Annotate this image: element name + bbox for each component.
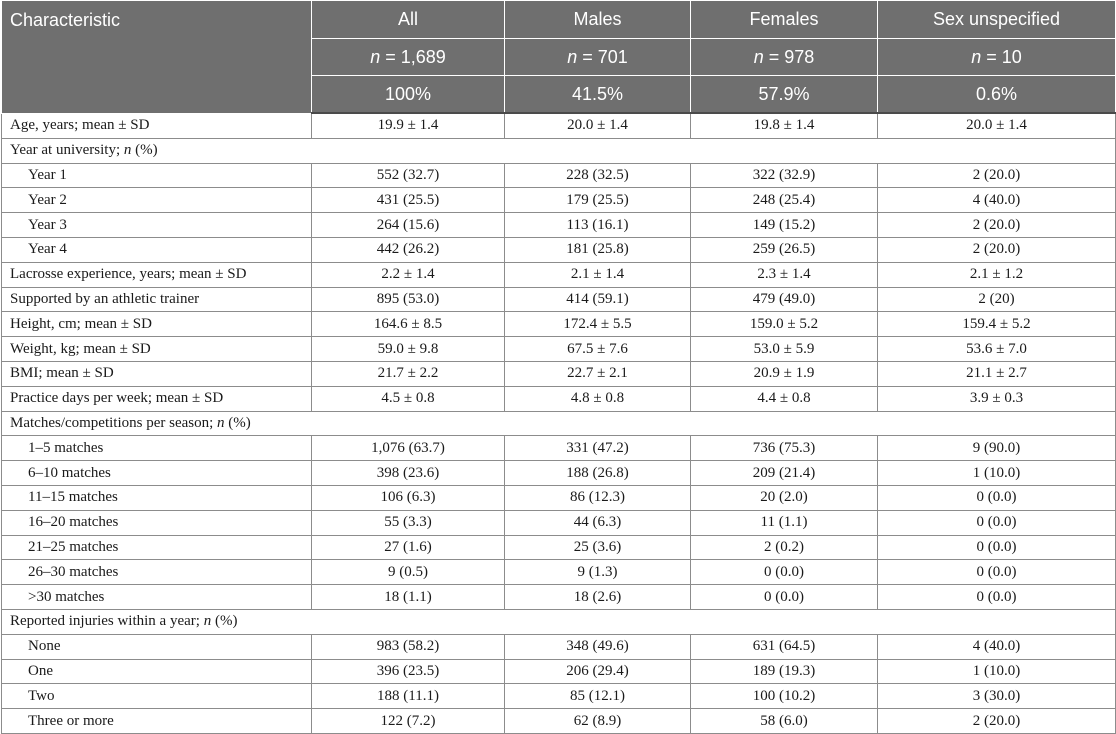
row-value: 179 (25.5) [505, 188, 691, 213]
row-label: BMI; mean ± SD [2, 361, 312, 386]
table-row [2, 436, 1116, 461]
section-label-suffix: (%) [224, 414, 251, 431]
row-value: 22.7 ± 2.1 [505, 361, 691, 386]
n-symbol: n [567, 46, 578, 67]
row-value: 322 (32.9) [691, 163, 878, 188]
row-value: 0 (0.0) [878, 560, 1116, 585]
row-value: 21.7 ± 2.2 [312, 361, 505, 386]
row-value: 181 (25.8) [505, 237, 691, 262]
row-value: 0 (0.0) [878, 510, 1116, 535]
row-value: 159.0 ± 5.2 [691, 312, 878, 337]
row-label: None [2, 634, 312, 659]
row-value: 414 (59.1) [505, 287, 691, 312]
row-value: 188 (26.8) [505, 461, 691, 486]
row-value: 1 (10.0) [878, 659, 1116, 684]
row-value: 106 (6.3) [312, 485, 505, 510]
header-pct-all: 100% [312, 76, 505, 114]
header-pct-males: 41.5% [505, 76, 691, 114]
row-value: 20 (2.0) [691, 485, 878, 510]
table-row [2, 312, 1116, 337]
row-label: Height, cm; mean ± SD [2, 312, 312, 337]
row-value: 189 (19.3) [691, 659, 878, 684]
row-value: 206 (29.4) [505, 659, 691, 684]
row-value: 983 (58.2) [312, 634, 505, 659]
row-value: 0 (0.0) [691, 560, 878, 585]
row-value: 9 (1.3) [505, 560, 691, 585]
row-value: 58 (6.0) [691, 709, 878, 734]
row-value: 11 (1.1) [691, 510, 878, 535]
table-header [2, 1, 1116, 114]
n-value: 978 [784, 46, 815, 67]
row-label: Supported by an athletic trainer [2, 287, 312, 312]
row-label: Year 3 [2, 213, 312, 238]
row-value: 20.0 ± 1.4 [878, 113, 1116, 138]
table-body [2, 113, 1116, 733]
row-value: 4.8 ± 0.8 [505, 386, 691, 411]
row-label: Year 4 [2, 237, 312, 262]
table-row [2, 560, 1116, 585]
row-value: 2 (0.2) [691, 535, 878, 560]
row-value: 4.4 ± 0.8 [691, 386, 878, 411]
section-label-n: n [203, 613, 212, 630]
row-value: 1 (10.0) [878, 461, 1116, 486]
table-row [2, 386, 1116, 411]
n-equals: = [577, 46, 598, 67]
section-label-n: n [123, 142, 132, 159]
table-row [2, 237, 1116, 262]
characteristics-table [1, 0, 1116, 734]
row-label: One [2, 659, 312, 684]
row-label: 1–5 matches [2, 436, 312, 461]
section-heading [2, 138, 1116, 163]
row-value: 19.8 ± 1.4 [691, 113, 878, 138]
table-row [2, 337, 1116, 362]
n-symbol: n [370, 46, 381, 67]
row-value: 59.0 ± 9.8 [312, 337, 505, 362]
row-value: 53.0 ± 5.9 [691, 337, 878, 362]
row-value: 2 (20) [878, 287, 1116, 312]
row-label: 11–15 matches [2, 485, 312, 510]
row-value: 27 (1.6) [312, 535, 505, 560]
table-row [2, 659, 1116, 684]
row-label: 6–10 matches [2, 461, 312, 486]
row-value: 2 (20.0) [878, 213, 1116, 238]
section-label-n: n [217, 414, 225, 431]
row-value: 9 (90.0) [878, 436, 1116, 461]
section-label: Year at university; [10, 142, 124, 159]
row-value: 3.9 ± 0.3 [878, 386, 1116, 411]
n-value: 701 [597, 46, 628, 67]
row-label: Practice days per week; mean ± SD [2, 386, 312, 411]
row-value: 20.0 ± 1.4 [505, 113, 691, 138]
row-value: 67.5 ± 7.6 [505, 337, 691, 362]
section-label-suffix: (%) [131, 142, 158, 159]
table-row [2, 634, 1116, 659]
n-equals: = [981, 46, 1002, 67]
row-value: 479 (49.0) [691, 287, 878, 312]
header-characteristic: Characteristic [2, 1, 312, 114]
table-row [2, 709, 1116, 734]
table-row [2, 684, 1116, 709]
row-value: 86 (12.3) [505, 485, 691, 510]
row-value: 209 (21.4) [691, 461, 878, 486]
row-value: 188 (11.1) [312, 684, 505, 709]
row-value: 1,076 (63.7) [312, 436, 505, 461]
row-value: 895 (53.0) [312, 287, 505, 312]
row-value: 431 (25.5) [312, 188, 505, 213]
row-value: 0 (0.0) [878, 485, 1116, 510]
section-label: Reported injuries within a year; [10, 613, 204, 630]
row-value: 442 (26.2) [312, 237, 505, 262]
row-label: 16–20 matches [2, 510, 312, 535]
row-value: 0 (0.0) [878, 535, 1116, 560]
n-symbol: n [753, 46, 764, 67]
n-value: 1,689 [400, 46, 446, 67]
row-value: 159.4 ± 5.2 [878, 312, 1116, 337]
section-label: Matches/competitions per season; [10, 414, 218, 431]
row-value: 3 (30.0) [878, 684, 1116, 709]
row-value: 396 (23.5) [312, 659, 505, 684]
row-label: Three or more [2, 709, 312, 734]
row-label: Lacrosse experience, years; mean ± SD [2, 262, 312, 287]
row-value: 228 (32.5) [505, 163, 691, 188]
table-row [2, 213, 1116, 238]
row-value: 736 (75.3) [691, 436, 878, 461]
table-row [2, 361, 1116, 386]
row-value: 264 (15.6) [312, 213, 505, 238]
row-value: 2.2 ± 1.4 [312, 262, 505, 287]
row-label: 21–25 matches [2, 535, 312, 560]
row-value: 2 (20.0) [878, 709, 1116, 734]
header-n-sex-unspecified [878, 39, 1116, 76]
row-label: Year 1 [2, 163, 312, 188]
row-value: 53.6 ± 7.0 [878, 337, 1116, 362]
header-n-males [505, 39, 691, 76]
row-value: 4.5 ± 0.8 [312, 386, 505, 411]
row-value: 2 (20.0) [878, 237, 1116, 262]
row-value: 149 (15.2) [691, 213, 878, 238]
table-row [2, 609, 1116, 634]
header-n-females [691, 39, 878, 76]
table-row [2, 461, 1116, 486]
row-label: >30 matches [2, 585, 312, 610]
row-label: 26–30 matches [2, 560, 312, 585]
row-value: 248 (25.4) [691, 188, 878, 213]
table-row [2, 535, 1116, 560]
header-n-all [312, 39, 505, 76]
row-value: 2.3 ± 1.4 [691, 262, 878, 287]
row-value: 631 (64.5) [691, 634, 878, 659]
row-value: 9 (0.5) [312, 560, 505, 585]
row-value: 18 (1.1) [312, 585, 505, 610]
table-row [2, 138, 1116, 163]
row-label: Age, years; mean ± SD [2, 113, 312, 138]
table-row [2, 287, 1116, 312]
row-label: Two [2, 684, 312, 709]
row-value: 19.9 ± 1.4 [312, 113, 505, 138]
table-row [2, 510, 1116, 535]
section-heading [2, 411, 1116, 436]
section-heading [2, 609, 1116, 634]
row-value: 122 (7.2) [312, 709, 505, 734]
row-value: 552 (32.7) [312, 163, 505, 188]
row-value: 18 (2.6) [505, 585, 691, 610]
row-value: 2.1 ± 1.2 [878, 262, 1116, 287]
n-equals: = [763, 46, 785, 67]
n-equals: = [380, 46, 401, 67]
row-value: 0 (0.0) [878, 585, 1116, 610]
row-value: 259 (26.5) [691, 237, 878, 262]
n-value: 10 [1001, 46, 1022, 67]
section-label-suffix: (%) [211, 613, 238, 630]
row-value: 4 (40.0) [878, 634, 1116, 659]
row-label: Year 2 [2, 188, 312, 213]
table-row [2, 411, 1116, 436]
table-row [2, 188, 1116, 213]
row-value: 0 (0.0) [691, 585, 878, 610]
row-value: 100 (10.2) [691, 684, 878, 709]
row-label: Weight, kg; mean ± SD [2, 337, 312, 362]
row-value: 44 (6.3) [505, 510, 691, 535]
header-females: Females [691, 1, 878, 39]
table-row [2, 485, 1116, 510]
row-value: 398 (23.6) [312, 461, 505, 486]
row-value: 85 (12.1) [505, 684, 691, 709]
header-sex-unspecified: Sex unspecified [878, 1, 1116, 39]
table-row [2, 113, 1116, 138]
header-pct-sex-unspecified: 0.6% [878, 76, 1116, 114]
header-males: Males [505, 1, 691, 39]
row-value: 25 (3.6) [505, 535, 691, 560]
n-symbol: n [971, 46, 982, 67]
table-row [2, 262, 1116, 287]
row-value: 172.4 ± 5.5 [505, 312, 691, 337]
table-row [2, 163, 1116, 188]
row-value: 62 (8.9) [505, 709, 691, 734]
row-value: 164.6 ± 8.5 [312, 312, 505, 337]
header-all: All [312, 1, 505, 39]
row-value: 348 (49.6) [505, 634, 691, 659]
row-value: 331 (47.2) [505, 436, 691, 461]
header-row-names [2, 1, 1116, 39]
row-value: 2.1 ± 1.4 [505, 262, 691, 287]
row-value: 2 (20.0) [878, 163, 1116, 188]
row-value: 21.1 ± 2.7 [878, 361, 1116, 386]
table-row [2, 585, 1116, 610]
header-pct-females: 57.9% [691, 76, 878, 114]
row-value: 113 (16.1) [505, 213, 691, 238]
row-value: 4 (40.0) [878, 188, 1116, 213]
row-value: 55 (3.3) [312, 510, 505, 535]
row-value: 20.9 ± 1.9 [691, 361, 878, 386]
